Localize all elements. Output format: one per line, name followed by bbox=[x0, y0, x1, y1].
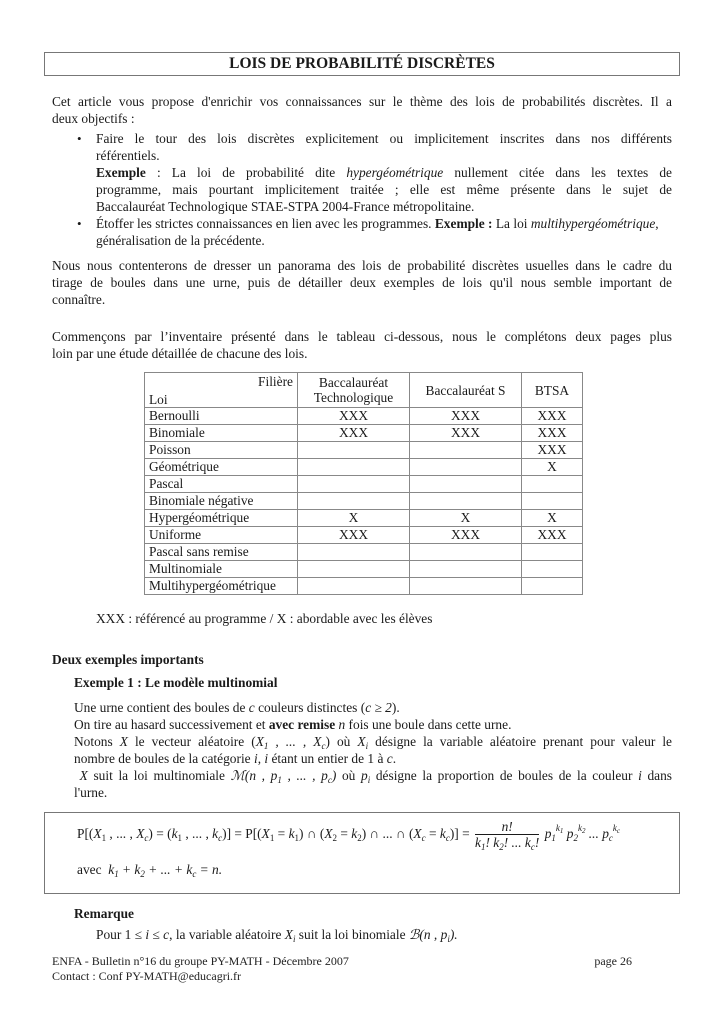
bullet-icon: • bbox=[77, 216, 82, 231]
inventory-line-2: loin par une étude détaillée de chacune des lois. bbox=[52, 346, 308, 361]
cell-bac-s bbox=[410, 476, 522, 493]
cell-bac-s bbox=[410, 459, 522, 476]
header-filiere: Filière bbox=[258, 374, 293, 389]
table-header-row bbox=[145, 373, 583, 408]
example-italic-term: multihypergéométrique bbox=[530, 216, 656, 231]
table-row bbox=[145, 408, 583, 425]
table-row bbox=[145, 561, 583, 578]
formula-condition: avec $k_1 + k_2$ + ... + $k_c = n$. bbox=[77, 862, 223, 879]
cell-bac-s: X bbox=[410, 510, 522, 527]
multinomial-formula-box bbox=[44, 812, 680, 894]
cell-bac-techno bbox=[298, 493, 410, 510]
table-row bbox=[145, 493, 583, 510]
cell-btsa bbox=[522, 493, 583, 510]
cell-bac-s bbox=[410, 578, 522, 595]
intro-line-1: Cet article vous propose d'enrichir vos connaissances sur le thème des lois de probabilités discrètes. Il a bbox=[52, 94, 672, 109]
header-bac-techno-line-2: Technologique bbox=[313, 390, 394, 405]
table-legend: XXX : référencé au programme / X : abordable avec les élèves bbox=[96, 611, 433, 626]
cell-btsa: XXX bbox=[522, 527, 583, 544]
example-1-heading: Exemple 1 : Le modèle multinomial bbox=[74, 675, 278, 690]
inventory-paragraph bbox=[52, 328, 672, 362]
cell-bac-techno bbox=[298, 544, 410, 561]
panorama-line-2: tirage de boules dans une urne, puis de détailler deux exemples de lois qu'il nous semble important de bbox=[52, 275, 672, 290]
cell-loi: Pascal bbox=[145, 476, 298, 493]
example-1-line-1: Une urne contient des boules de c couleurs distinctes (c ≥ 2). bbox=[74, 700, 400, 715]
table-row bbox=[145, 459, 583, 476]
remark-text: Pour 1 ≤ i ≤ c, la variable aléatoire $X_i$ suit la loi binomiale ℬ(n , $p_i$). bbox=[96, 927, 458, 944]
header-btsa: BTSA bbox=[522, 373, 583, 408]
objective-item-1 bbox=[52, 130, 672, 215]
formula-numerator: n! bbox=[475, 819, 539, 835]
multinomial-formula: $P[(X_1$ , ... , $X_c) = (k_1$ , ... , $k_c)] = P[(X_1 = k_1)$ ∩ $(X_2 = k_2)$ ∩ ... ∩ $(X_c = k_c)$] = $\frac{n!}{k_1! k_2! ... k_c!}$ $p_1^{k_1}$ $p_2^{k_2}$ ... $p_c^{k_c}$ bbox=[77, 819, 620, 852]
laws-table bbox=[144, 372, 583, 595]
cell-loi: Pascal sans remise bbox=[145, 544, 298, 561]
cell-btsa bbox=[522, 578, 583, 595]
cell-bac-techno bbox=[298, 476, 410, 493]
cell-btsa: X bbox=[522, 510, 583, 527]
example-text: La loi bbox=[492, 216, 531, 231]
cell-bac-techno: XXX bbox=[298, 527, 410, 544]
table-row bbox=[145, 442, 583, 459]
table-row bbox=[145, 578, 583, 595]
panorama-paragraph bbox=[52, 257, 672, 308]
table-row bbox=[145, 544, 583, 561]
cell-bac-techno bbox=[298, 561, 410, 578]
example-text: nullement citée dans les textes de bbox=[443, 165, 672, 180]
cell-loi: Multihypergéométrique bbox=[145, 578, 298, 595]
cell-bac-techno: X bbox=[298, 510, 410, 527]
cell-btsa: XXX bbox=[522, 442, 583, 459]
cell-bac-s bbox=[410, 561, 522, 578]
cell-btsa: XXX bbox=[522, 408, 583, 425]
header-bac-s: Baccalauréat S bbox=[410, 373, 522, 408]
example-1-line-5: X suit la loi multinomiale ℳ(n , $p_1$ , ... , $p_c$) où $p_i$ désigne la proportion de boules de la couleur i dans bbox=[74, 768, 672, 785]
objective-1-line-1: Faire le tour des lois discrètes explicitement ou implicitement inscrites dans nos différents bbox=[96, 131, 672, 146]
header-bac-techno-line-1: Baccalauréat bbox=[318, 375, 389, 390]
cell-loi: Uniforme bbox=[145, 527, 298, 544]
cell-bac-s bbox=[410, 442, 522, 459]
footer-line-1: ENFA - Bulletin n°16 du groupe PY-MATH - Décembre 2007 bbox=[52, 954, 349, 968]
cell-bac-techno bbox=[298, 459, 410, 476]
remark-heading: Remarque bbox=[74, 906, 135, 921]
inventory-line-1: Commençons par l’inventaire présenté dans le tableau ci-dessous, nous le complétons deux pages plus bbox=[52, 329, 672, 344]
page-footer bbox=[52, 954, 672, 984]
example-text: La loi de probabilité dite bbox=[171, 165, 347, 180]
cell-bac-s: XXX bbox=[410, 425, 522, 442]
example-1-line-3: Notons X le vecteur aléatoire ($X_1$ , ... , $X_c$) où $X_i$ désigne la variable aléatoire prenant pour valeur le bbox=[74, 734, 672, 751]
objective-item-2 bbox=[52, 215, 672, 249]
example-1-body bbox=[74, 699, 672, 801]
cell-bac-techno: XXX bbox=[298, 425, 410, 442]
panorama-line-1: Nous nous contenterons de dresser un panorama des lois de probabilité discrètes usuelles dans le cadre du bbox=[52, 258, 672, 273]
formula-denominator: $k_1$! $k_2$! ... $k_c$! bbox=[475, 835, 540, 852]
table-row bbox=[145, 476, 583, 493]
objective-1-line-2: référentiels. bbox=[96, 148, 160, 163]
intro-paragraph bbox=[52, 93, 672, 127]
objective-1-example-line-1 bbox=[96, 164, 672, 181]
binomial-symbol: ℬ bbox=[408, 927, 420, 942]
table-row bbox=[145, 527, 583, 544]
example-1-line-2: On tire au hasard successivement et avec remise n fois une boule dans cette urne. bbox=[74, 717, 512, 732]
cell-bac-techno bbox=[298, 578, 410, 595]
example-sep: : bbox=[145, 165, 172, 180]
cell-bac-techno bbox=[298, 442, 410, 459]
cell-btsa: X bbox=[522, 459, 583, 476]
cell-loi: Bernoulli bbox=[145, 408, 298, 425]
header-loi-filiere bbox=[145, 373, 298, 408]
example-1-line-6: l'urne. bbox=[74, 785, 108, 800]
cell-btsa bbox=[522, 561, 583, 578]
cell-btsa: XXX bbox=[522, 425, 583, 442]
cell-bac-s: XXX bbox=[410, 408, 522, 425]
cell-btsa bbox=[522, 476, 583, 493]
cell-loi: Binomiale négative bbox=[145, 493, 298, 510]
cell-bac-techno: XXX bbox=[298, 408, 410, 425]
header-loi: Loi bbox=[149, 392, 168, 407]
objectives-list bbox=[52, 130, 672, 249]
objective-1-example-line-3: Baccalauréat Technologique STAE-STPA 2004-France métropolitaine. bbox=[96, 199, 475, 214]
table-row bbox=[145, 510, 583, 527]
header-bac-techno bbox=[298, 373, 410, 408]
page-title: LOIS DE PROBABILITÉ DISCRÈTES bbox=[44, 52, 680, 76]
bullet-icon: • bbox=[77, 131, 82, 146]
formula-fraction bbox=[475, 819, 539, 850]
intro-line-2: deux objectifs : bbox=[52, 111, 135, 126]
example-1-line-4: nombre de boules de la catégorie i, i étant un entier de 1 à c. bbox=[74, 751, 397, 766]
table-row bbox=[145, 425, 583, 442]
cell-loi: Binomiale bbox=[145, 425, 298, 442]
example-text: , généralisation de la précédente. bbox=[96, 216, 659, 248]
cell-loi: Géométrique bbox=[145, 459, 298, 476]
footer-contact: Contact : Conf PY-MATH@educagri.fr bbox=[52, 969, 242, 983]
example-label: Exemple : bbox=[434, 216, 493, 231]
example-italic-term: hypergéométrique bbox=[346, 165, 444, 180]
cell-loi: Hypergéométrique bbox=[145, 510, 298, 527]
cell-bac-s bbox=[410, 493, 522, 510]
cell-bac-s bbox=[410, 544, 522, 561]
cell-loi: Poisson bbox=[145, 442, 298, 459]
cell-btsa bbox=[522, 544, 583, 561]
objective-1-example-line-2: programme, mais pourtant implicitement traitée ; elle est même présente dans le sujet de bbox=[96, 182, 672, 197]
section-heading: Deux exemples importants bbox=[52, 652, 204, 667]
cell-loi: Multinomiale bbox=[145, 561, 298, 578]
formula-condition-label: avec bbox=[77, 862, 102, 877]
cell-bac-s: XXX bbox=[410, 527, 522, 544]
page-number: page 26 bbox=[594, 954, 632, 968]
objective-2-line-1: Étoffer les strictes connaissances en lien avec les programmes. bbox=[96, 216, 432, 231]
panorama-line-3: connaître. bbox=[52, 292, 106, 307]
example-label: Exemple bbox=[96, 165, 146, 180]
